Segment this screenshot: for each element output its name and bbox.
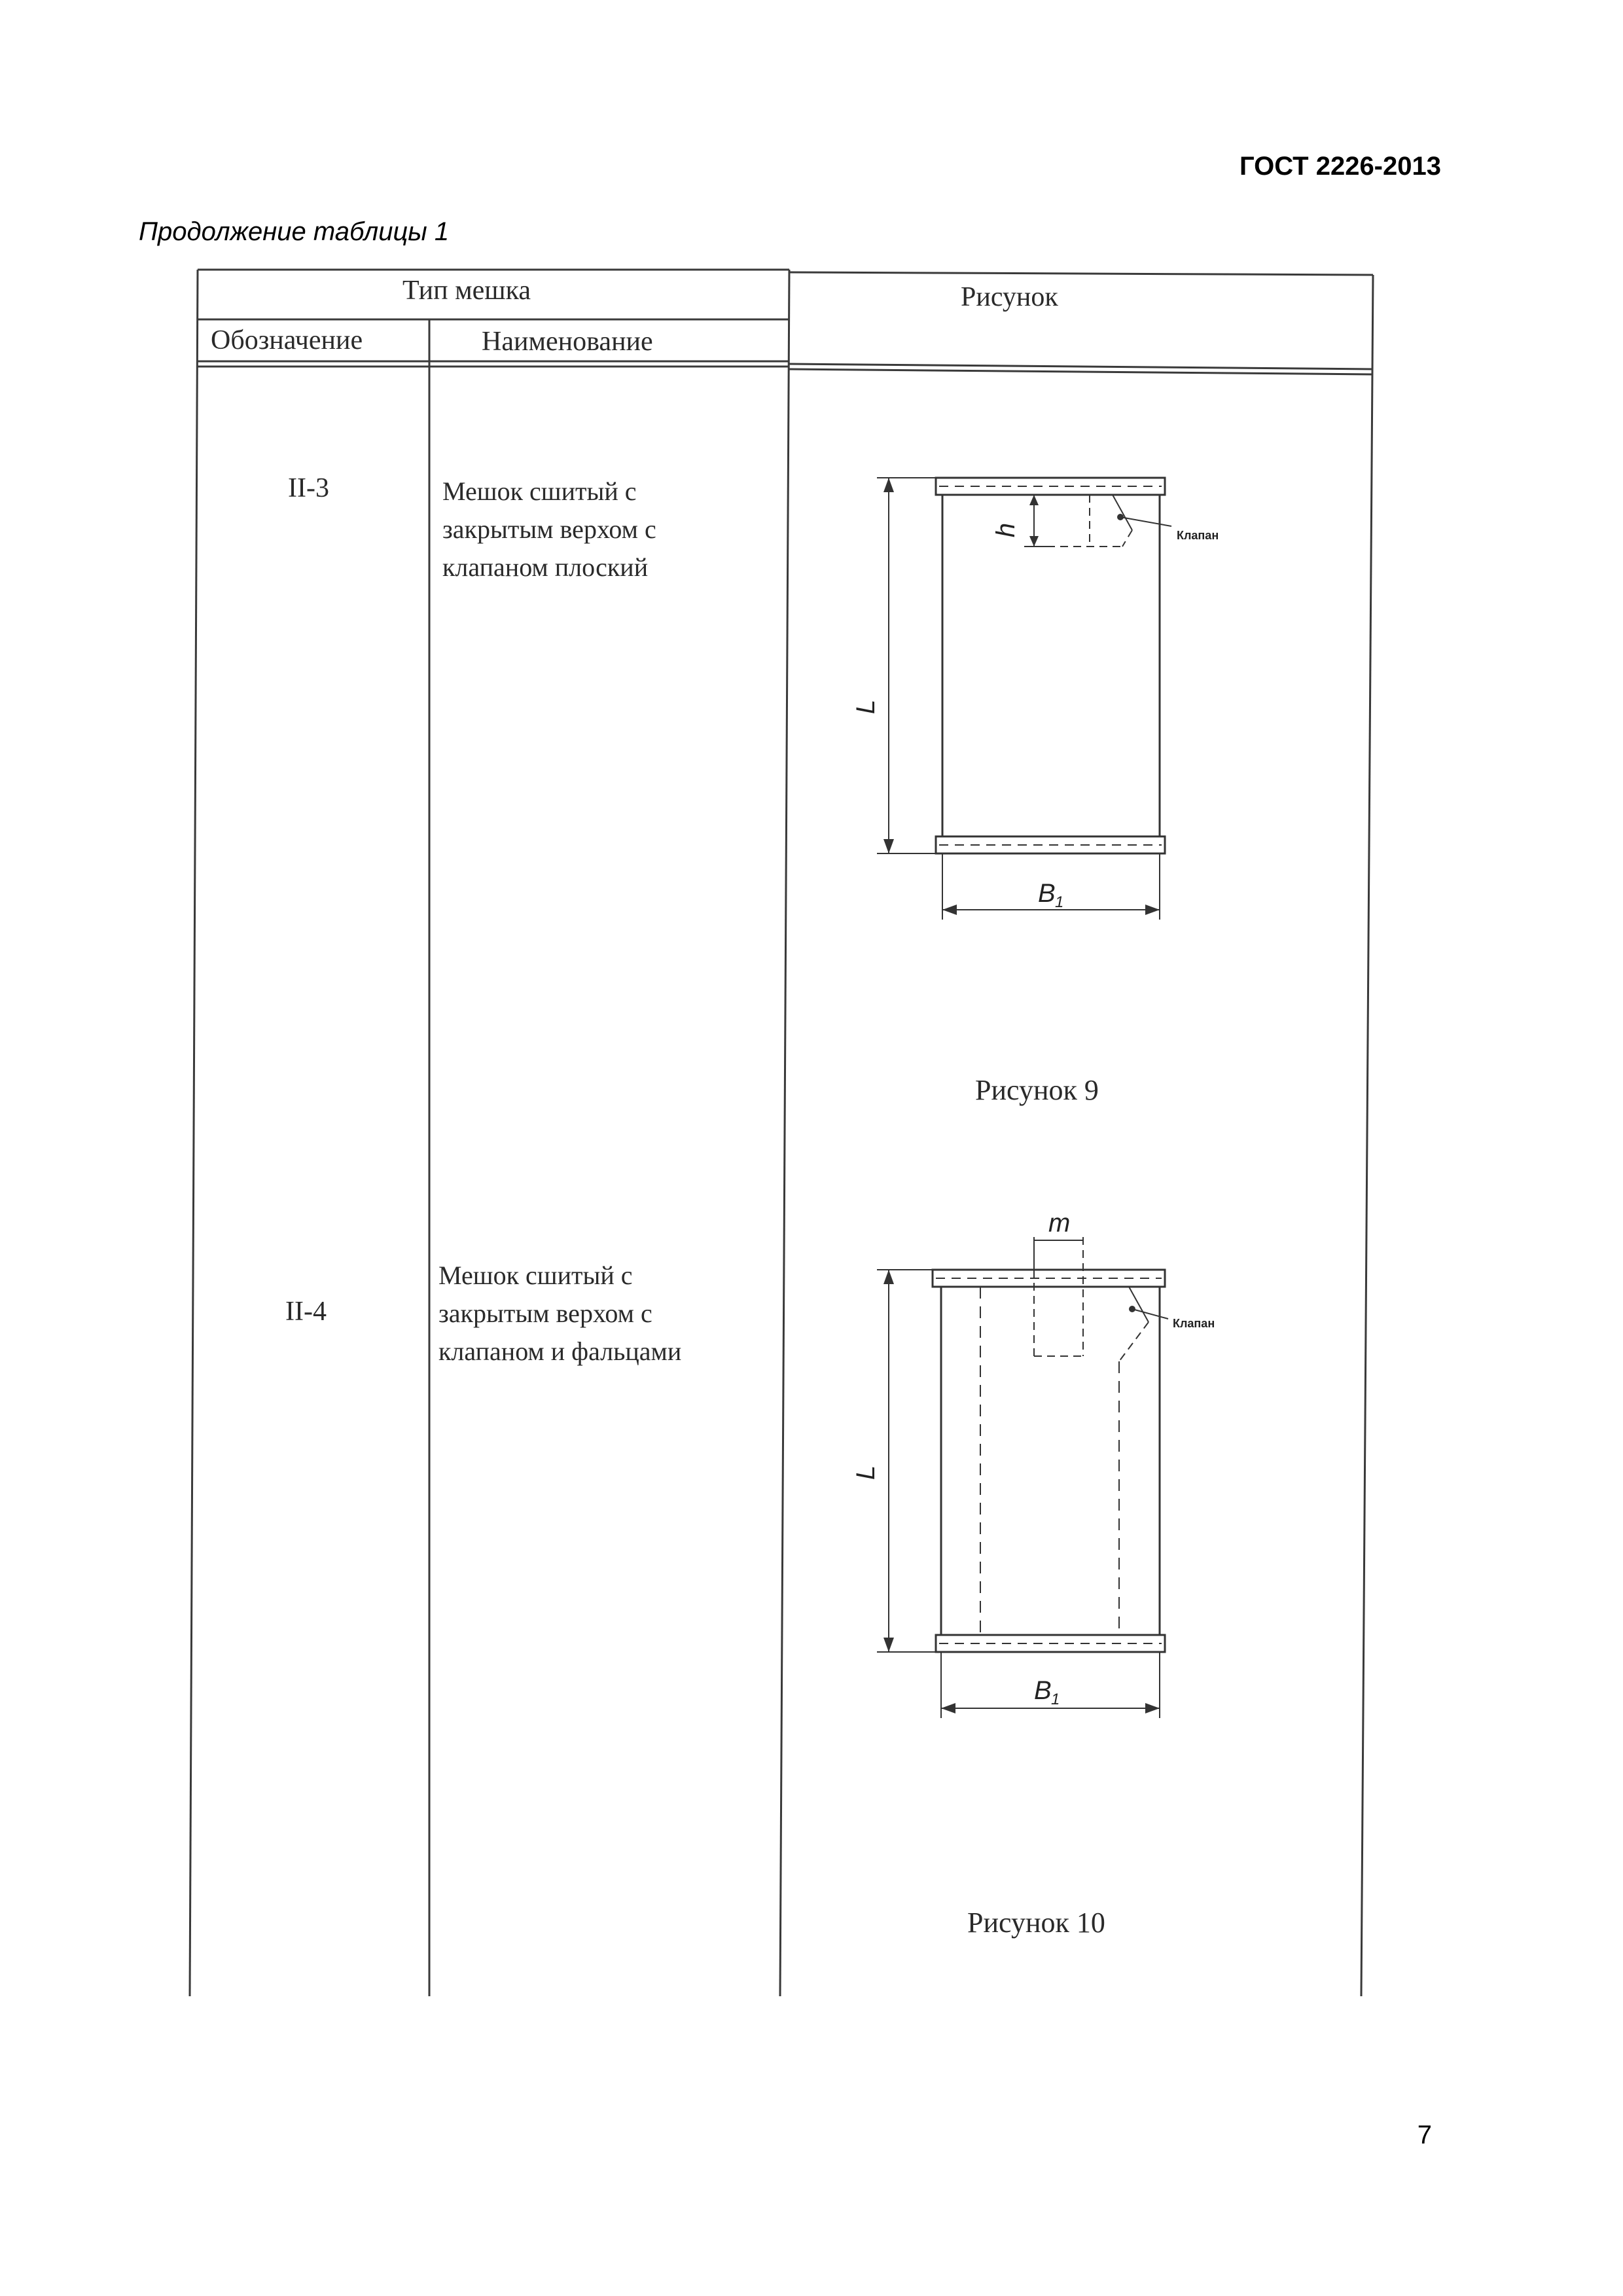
fig10-valve-point — [1129, 1306, 1135, 1312]
fig10-label-m: m — [1048, 1209, 1071, 1238]
table-continuation-caption: Продолжение таблицы 1 — [139, 217, 450, 246]
table-col-divider-2 — [780, 270, 789, 1996]
row-1-name-line-3: клапаном плоский — [442, 552, 649, 582]
header-figure: Рисунок — [961, 282, 1058, 312]
fig10-label-l: L — [851, 1465, 880, 1480]
figure-9-caption: Рисунок 9 — [975, 1074, 1099, 1106]
table-left-border — [190, 270, 198, 1996]
row-2-name-line-1: Мешок сшитый с — [438, 1261, 633, 1290]
fig9-label-valve: Клапан — [1177, 529, 1219, 542]
header-bag-type: Тип мешка — [402, 276, 531, 306]
row-1-name-line-1: Мешок сшитый с — [442, 476, 637, 506]
fig9-label-h: h — [991, 522, 1020, 538]
row-2-name — [438, 1257, 681, 1371]
fig10-label-b-sub: 1 — [1051, 1691, 1060, 1708]
page-number: 7 — [1417, 2121, 1432, 2149]
fig9-label-b: B — [1038, 879, 1056, 908]
row-1-code: II-3 — [288, 473, 329, 503]
header-name: Наименование — [482, 327, 653, 357]
fig10-label-valve: Клапан — [1173, 1317, 1215, 1330]
row-2-name-line-3: клапаном и фальцами — [438, 1336, 682, 1366]
standard-header: ГОСТ 2226-2013 — [1240, 152, 1441, 181]
fig9-label-l: L — [851, 699, 880, 715]
figure-10-drawing — [851, 1191, 1329, 1728]
fig9-label-b-sub: 1 — [1055, 893, 1064, 911]
row-2-code: II-4 — [285, 1297, 327, 1327]
figure-10-caption: Рисунок 10 — [967, 1907, 1105, 1939]
figure-9-drawing — [851, 458, 1329, 929]
table-right-border — [1361, 275, 1373, 1996]
fig10-label-b: B — [1034, 1676, 1052, 1705]
row-2-name-line-2: закрытым верхом с — [438, 1299, 652, 1328]
fig10-valve-leader — [1132, 1309, 1168, 1319]
row-1-name — [442, 473, 656, 586]
row-1-name-line-2: закрытым верхом с — [442, 514, 656, 544]
fig9-valve-point — [1117, 514, 1124, 520]
header-designation: Обозначение — [211, 325, 363, 355]
